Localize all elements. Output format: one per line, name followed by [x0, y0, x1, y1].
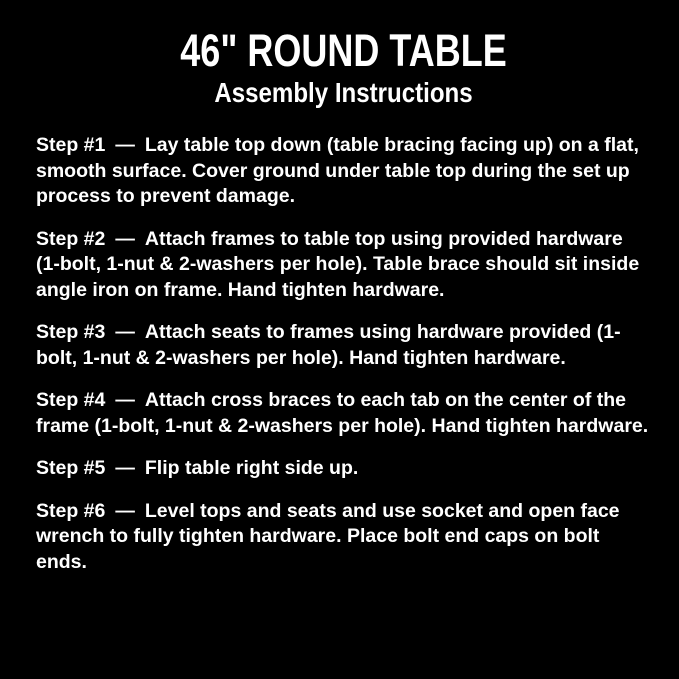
step-6-label: Step #6 [36, 499, 106, 522]
step-2-separator: — [115, 227, 135, 250]
page-subtitle: Assembly Instructions [214, 77, 473, 108]
step-item-2 [36, 227, 651, 304]
step-5-text: Flip table right side up. [144, 457, 359, 479]
step-1-text: Lay table top down (table bracing facing up) on a flat, smooth surface. Cover ground under table top during the set up process to prevent damage. [36, 134, 639, 207]
step-5-label: Step #5 [36, 457, 106, 479]
step-5-separator: — [115, 457, 135, 479]
step-6-text: Level tops and seats and use socket and open face wrench to fully tighten hardware. Place bolt end caps on bolt ends. [36, 499, 620, 573]
step-2-label: Step #2 [36, 227, 106, 250]
step-3-separator: — [115, 321, 135, 343]
header [36, 25, 651, 108]
steps-list [36, 133, 651, 575]
step-2-text: Attach frames to table top using provided hardware (1-bolt, 1-nut & 2-washers per hole). Table brace should sit inside angle iron on frame. Hand tighten hardware. [36, 227, 640, 301]
step-4-text: Attach cross braces to each tab on the center of the frame (1-bolt, 1-nut & 2-washers per hole). Hand tighten hardware. [36, 389, 649, 437]
step-1-label: Step #1 [36, 134, 106, 156]
step-item-5 [36, 456, 651, 482]
page-title: 46" ROUND TABLE [180, 25, 507, 76]
step-item-1 [36, 133, 651, 210]
step-item-4 [36, 388, 651, 439]
step-6-separator: — [115, 499, 135, 522]
step-3-label: Step #3 [36, 321, 106, 343]
step-3-text: Attach seats to frames using hardware provided (1-bolt, 1-nut & 2-washers per hole). Hand tighten hardware. [36, 321, 621, 369]
step-4-label: Step #4 [36, 389, 106, 411]
step-item-3 [36, 320, 651, 371]
step-item-6 [36, 499, 651, 576]
step-1-separator: — [115, 134, 135, 156]
step-4-separator: — [115, 389, 135, 411]
